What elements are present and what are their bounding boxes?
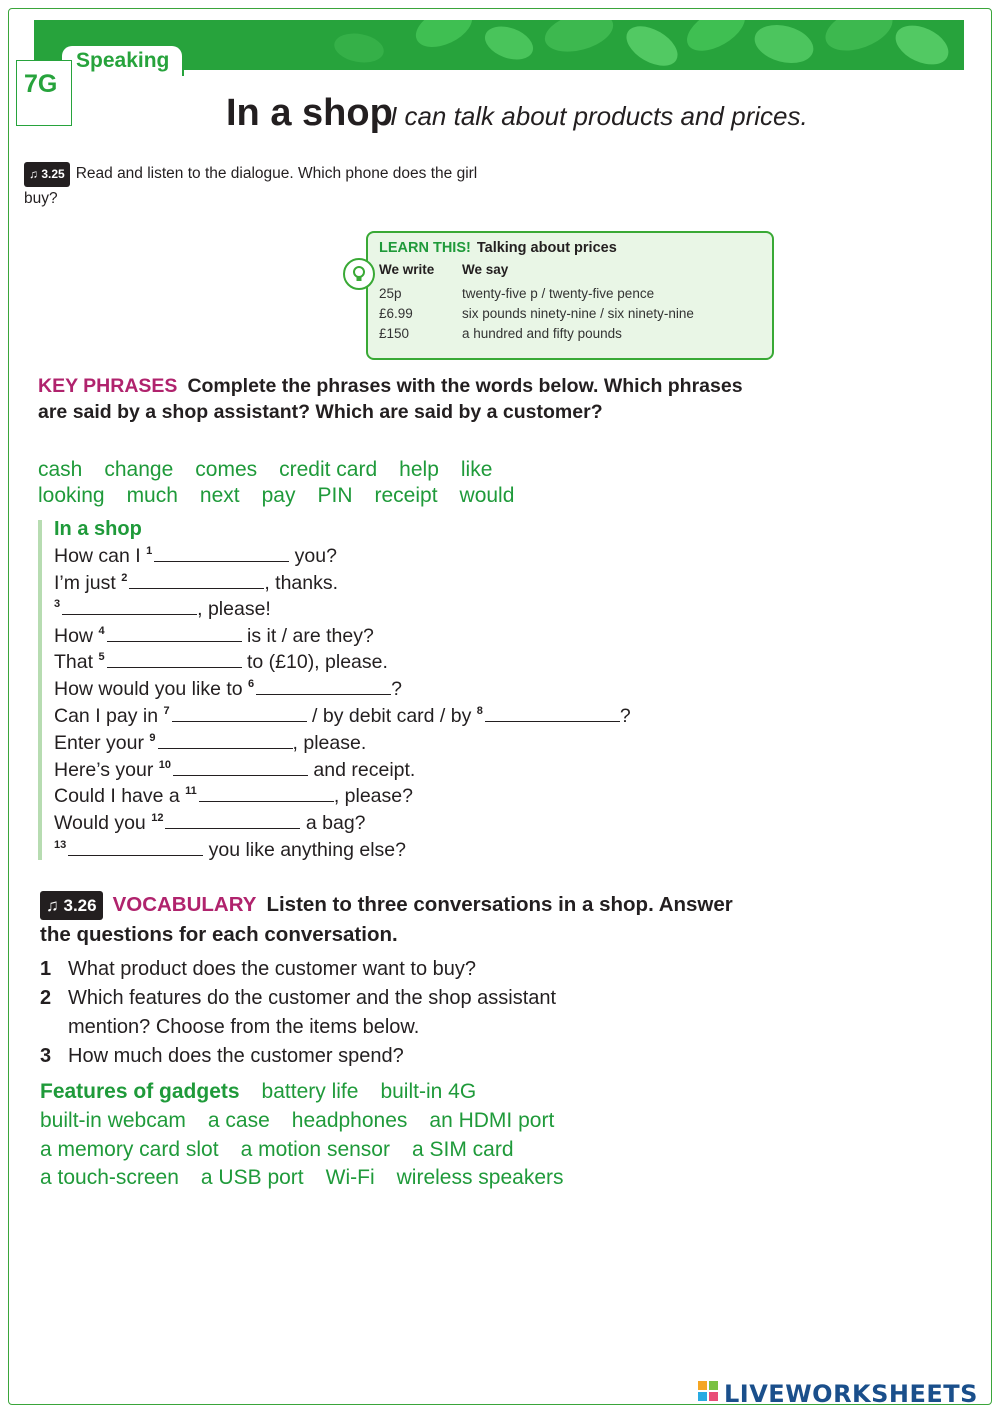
exercise-1-text: Read and listen to the dialogue. Which phone does the girl buy?	[24, 165, 478, 207]
phrase-line: $^3$ , please!	[54, 598, 271, 620]
features-line-2: built-in webcam a case headphones an HDMI port	[40, 1109, 555, 1132]
question-1: 1 What product does the customer want to buy?	[40, 958, 476, 980]
price-written: £6.99	[379, 306, 413, 321]
audio-badge: ♫ 3.26	[40, 891, 103, 920]
question-2-cont: mention? Choose from the items below.	[68, 1016, 420, 1038]
exercise-3-instruction: ♫ 3.26 VOCABULARY Listen to three conversations in a shop. Answer the questions for each conversation.	[40, 893, 733, 946]
features-line-4: a touch-screen a USB port Wi-Fi wireless speakers	[40, 1166, 564, 1189]
answer-blank[interactable]	[485, 703, 620, 722]
audio-badge: ♫ 3.25	[24, 162, 70, 187]
page-subtitle: I can talk about products and prices.	[390, 101, 808, 131]
col-header-write: We write	[379, 262, 435, 277]
price-said: six pounds ninety-nine / six ninety-nine	[462, 306, 694, 321]
answer-blank[interactable]	[62, 596, 197, 615]
price-said: twenty-five p / twenty-five pence	[462, 286, 655, 301]
price-written: £150	[379, 326, 410, 341]
phrase-line: $^{13}$ you like anything else?	[54, 839, 406, 861]
answer-blank[interactable]	[158, 730, 293, 749]
phrase-box-title: In a shop	[54, 518, 142, 540]
phrase-line: Enter your $^9$ , please.	[54, 732, 367, 754]
features-line-1: Features of gadgets battery life built-in 4G	[40, 1080, 477, 1103]
phrase-line: Here’s your $^{10}$ and receipt.	[54, 759, 416, 781]
answer-blank[interactable]	[107, 649, 242, 668]
answer-blank[interactable]	[165, 810, 300, 829]
answer-blank[interactable]	[129, 570, 264, 589]
answer-blank[interactable]	[154, 543, 289, 562]
unit-number: 7G	[24, 70, 58, 98]
answer-blank[interactable]	[256, 676, 391, 695]
phrase-line: Could I have a $^{11}$ , please?	[54, 785, 413, 807]
lightbulb-icon	[343, 258, 375, 290]
phrase-box-bar	[38, 520, 42, 860]
section-label: Speaking	[76, 49, 170, 72]
exercise-1	[24, 162, 494, 210]
phrase-line: I’m just $^2$ , thanks.	[54, 572, 339, 594]
phrase-line: How $^4$ is it / are they?	[54, 625, 374, 647]
learn-this-title: LEARN THIS! Talking about prices	[379, 240, 617, 256]
key-phrases-instruction: KEY PHRASES Complete the phrases with the words below. Which phrases are said by a shop assistant? Which are said by a customer?	[38, 375, 743, 423]
word-bank-line-2: looking much next pay PIN receipt would	[38, 484, 515, 507]
answer-blank[interactable]	[172, 703, 307, 722]
footer-brand: LIVEWORKSHEETS	[724, 1380, 978, 1408]
answer-blank[interactable]	[68, 837, 203, 856]
answer-blank[interactable]	[107, 623, 242, 642]
col-header-say: We say	[462, 262, 509, 277]
phrase-line: Would you $^{12}$ a bag?	[54, 812, 366, 834]
question-3: 3 How much does the customer spend?	[40, 1045, 404, 1067]
word-bank-line-1: cash change comes credit card help like	[38, 458, 493, 481]
phrase-line: How can I $^1$ you?	[54, 545, 337, 567]
price-written: 25p	[379, 286, 402, 301]
question-2: 2 Which features do the customer and the shop assistant	[40, 987, 557, 1009]
page-title: In a shop	[226, 92, 393, 134]
answer-blank[interactable]	[173, 757, 308, 776]
price-said: a hundred and fifty pounds	[462, 326, 622, 341]
features-line-3: a memory card slot a motion sensor a SIM card	[40, 1138, 514, 1161]
answer-blank[interactable]	[199, 783, 334, 802]
liveworksheets-logo-icon	[698, 1381, 720, 1403]
phrase-line: Can I pay in $^7$ / by debit card / by $^8$ ?	[54, 705, 631, 727]
phrase-line: How would you like to $^6$ ?	[54, 678, 402, 700]
phrase-line: That $^5$ to (£10), please.	[54, 651, 388, 673]
